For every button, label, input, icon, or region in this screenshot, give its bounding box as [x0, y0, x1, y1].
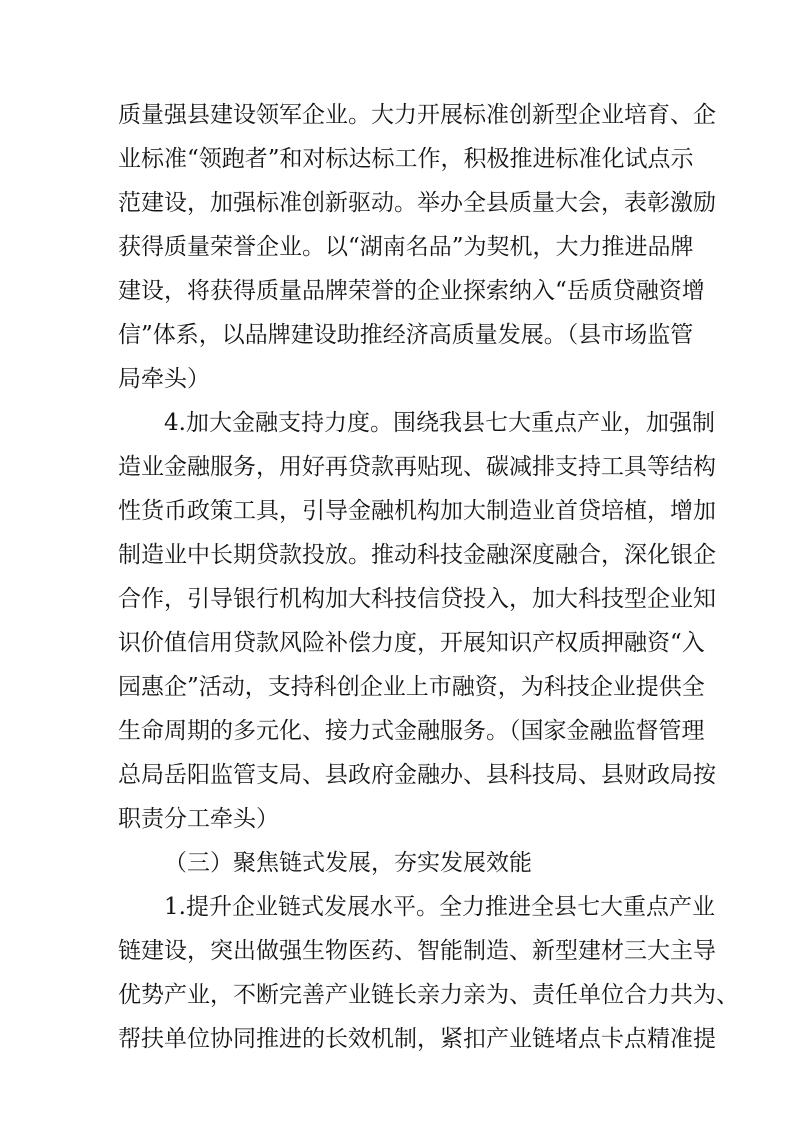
body-text-line: 优势产业，不断完善产业链长亲力亲为、责任单位合力共为、	[118, 982, 739, 1008]
body-text-line: 合作，引导银行机构加大科技信贷投入，加大科技型企业知	[118, 586, 716, 612]
body-text-line: 获得质量荣誉企业。以“湖南名品”为契机，大力推进品牌	[118, 234, 694, 260]
body-text-line: 帮扶单位协同推进的长效机制，紧扣产业链堵点卡点精准提	[118, 1026, 716, 1052]
body-text-line: 范建设，加强标准创新驱动。举办全县质量大会，表彰激励	[118, 190, 716, 216]
paragraph-first-line: 1.提升企业链式发展水平。全力推进全县七大重点产业	[164, 894, 715, 920]
body-text-line: 信”体系，以品牌建设助推经济高质量发展。（县市场监管	[118, 322, 694, 348]
body-text-line: 链建设，突出做强生物医药、智能制造、新型建材三大主导	[118, 938, 716, 964]
body-text-line: 局牵头）	[118, 366, 210, 392]
body-text-line: 制造业中长期贷款投放。推动科技金融深度融合，深化银企	[118, 542, 716, 568]
body-text-line: 识价值信用贷款风险补偿力度，开展知识产权质押融资“入	[118, 630, 705, 656]
body-text-line: 建设，将获得质量品牌荣誉的企业探索纳入“岳质贷融资增	[118, 278, 705, 304]
body-text-line: 质量强县建设领军企业。大力开展标准创新型企业培育、企	[118, 102, 716, 128]
body-text-line: 总局岳阳监管支局、县政府金融办、县科技局、县财政局按	[118, 762, 716, 788]
body-text-line: 业标准“领跑者”和对标达标工作，积极推进标准化试点示	[118, 146, 694, 172]
body-text-line: 职责分工牵头）	[118, 806, 279, 832]
body-text-line: 生命周期的多元化、接力式金融服务。（国家金融监督管理	[118, 718, 705, 744]
section-heading: （三）聚焦链式发展，夯实发展效能	[164, 850, 532, 876]
body-text-line: 园惠企”活动，支持科创企业上市融资，为科技企业提供全	[118, 674, 705, 700]
body-text-line: 造业金融服务，用好再贷款再贴现、碳减排支持工具等结构	[118, 454, 716, 480]
paragraph-first-line: 4.加大金融支持力度。围绕我县七大重点产业，加强制	[164, 410, 715, 436]
body-text-line: 性货币政策工具，引导金融机构加大制造业首贷培植，增加	[118, 498, 716, 524]
